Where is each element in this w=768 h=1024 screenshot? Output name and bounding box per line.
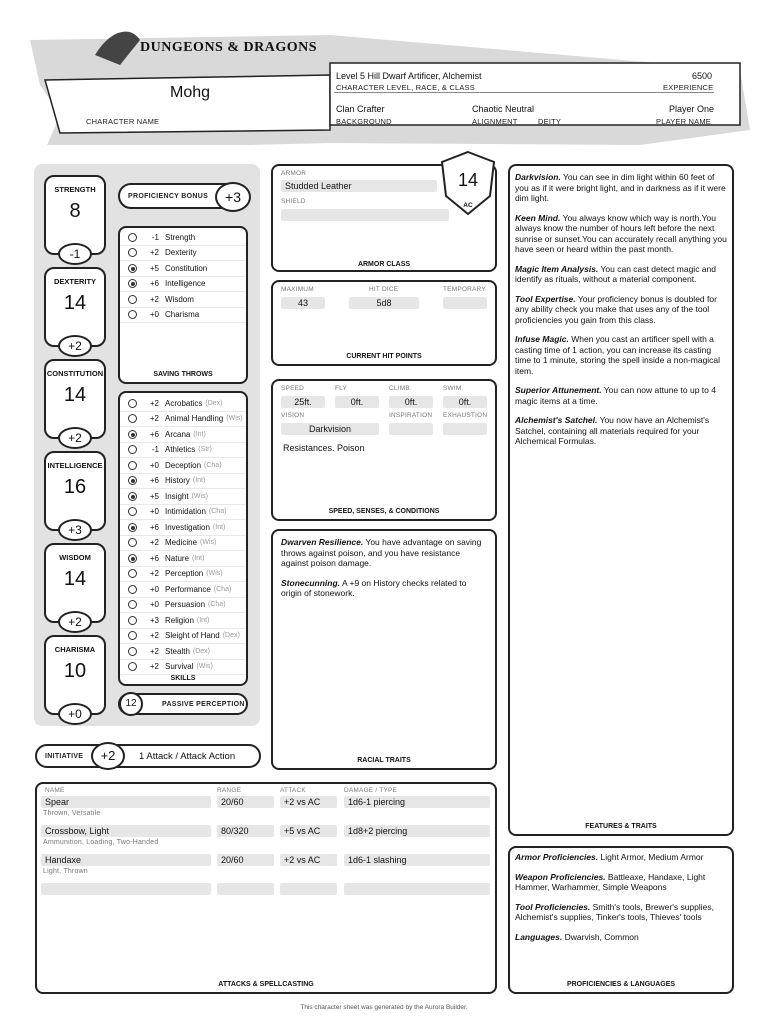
- ac-label: AC: [463, 202, 473, 209]
- armor-class-label: ARMOR CLASS: [357, 261, 411, 268]
- proficiency-value[interactable]: +3: [215, 182, 251, 212]
- background-label: BACKGROUND: [336, 117, 392, 126]
- trait-description: You can see in dim light within 60 feet of you as if it were bright light, and in darkness as if it were dim light.: [515, 172, 726, 203]
- proficiency-circle-icon[interactable]: [128, 600, 137, 609]
- hp-max-label: MAXIMUM: [281, 286, 314, 293]
- ability-name: WISDOM: [59, 553, 91, 562]
- ability-modifier[interactable]: +2: [58, 611, 92, 633]
- skill-ability: (Dex): [192, 647, 211, 655]
- skill-value: +2: [149, 538, 159, 548]
- attack-empty-attack[interactable]: [280, 883, 337, 895]
- saving-throw-row[interactable]: [120, 261, 246, 277]
- skill-ability: (Cha): [204, 461, 222, 469]
- skill-ability: (Dex): [222, 632, 240, 640]
- trait-title: Alchemist's Satchel.: [515, 415, 598, 425]
- skill-value: +2: [149, 646, 159, 656]
- ability-name: STRENGTH: [54, 185, 96, 194]
- skill-ability: (Int): [212, 523, 226, 531]
- swim-value[interactable]: 0ft.: [443, 396, 487, 408]
- inspiration-label: INSPIRATION: [389, 412, 433, 419]
- skill-name: Insight: [165, 491, 189, 501]
- attack-empty-name[interactable]: [41, 883, 211, 895]
- passive-value[interactable]: 12: [119, 692, 143, 716]
- attacks-box: [35, 782, 497, 994]
- skill-name: Investigation: [165, 522, 210, 532]
- passive-label: PASSIVE PERCEPTION: [162, 701, 245, 708]
- skill-value: +2: [149, 398, 159, 408]
- inspiration-value[interactable]: [389, 423, 433, 435]
- skill-value: +6: [149, 476, 159, 486]
- proficiency-circle-icon[interactable]: [128, 662, 137, 671]
- alignment-label: ALIGNMENT: [472, 117, 518, 126]
- level-race-class[interactable]: Level 5 Hill Dwarf Artificer, Alchemist: [336, 71, 482, 81]
- proficiency-circle-icon[interactable]: [128, 507, 137, 516]
- proficiency-circle-icon[interactable]: [128, 279, 137, 288]
- saving-throw-row[interactable]: [120, 292, 246, 308]
- skill-row[interactable]: [120, 520, 246, 536]
- hp-max[interactable]: 43: [281, 297, 325, 309]
- shield-field[interactable]: [281, 209, 449, 221]
- trait-entry: [515, 872, 727, 893]
- attack-damage[interactable]: 1d8+2 piercing: [344, 825, 490, 837]
- proficiency-circle-icon[interactable]: [128, 492, 137, 501]
- ability-score[interactable]: 16: [63, 476, 87, 498]
- skill-row[interactable]: [120, 427, 246, 443]
- armor-field[interactable]: Studded Leather: [281, 180, 437, 192]
- trait-description: Your proficiency bonus is doubled for any ability check you make that uses any of the tool proficiencies you gain from this class.: [515, 293, 717, 325]
- proficiency-circle-icon[interactable]: [128, 647, 137, 656]
- save-name: Strength: [165, 232, 196, 242]
- skill-row[interactable]: [120, 567, 246, 583]
- player-name-label: PLAYER NAME: [656, 117, 711, 126]
- save-value: +6: [149, 279, 159, 289]
- trait-description: Smith's tools, Brewer's supplies, Alchemist's supplies, Tinker's tools, Thieves' tools: [515, 901, 714, 922]
- ability-modifier[interactable]: -1: [58, 243, 92, 265]
- trait-description: You can cast detect magic and identify as rituals, without a material component.: [515, 263, 716, 284]
- trait-title: Stonecunning.: [281, 577, 341, 588]
- trait-entry: [281, 537, 487, 569]
- armor-label: ARMOR: [281, 170, 307, 177]
- alignment[interactable]: Chaotic Neutral: [472, 104, 535, 114]
- skill-ability: (Wis): [200, 539, 217, 547]
- proficiency-circle-icon[interactable]: [128, 523, 137, 532]
- skill-ability: (Int): [192, 477, 206, 485]
- proficiency-circle-icon[interactable]: [128, 248, 137, 257]
- proficiency-circle-icon[interactable]: [128, 295, 137, 304]
- attacks-name-header: NAME: [45, 787, 65, 794]
- skill-value: +3: [149, 615, 159, 625]
- skill-name: Athletics: [165, 445, 196, 455]
- trait-entry: [281, 578, 487, 599]
- trait-title: Tool Expertise.: [515, 293, 576, 304]
- climb-value[interactable]: 0ft.: [389, 396, 433, 408]
- proficiency-circle-icon[interactable]: [128, 476, 137, 485]
- saving-throws-box: [118, 226, 248, 384]
- trait-title: Darkvision.: [515, 172, 561, 182]
- skill-value: +2: [149, 631, 159, 641]
- trait-description: You can now attune to up to 4 magic items at a time.: [515, 385, 716, 406]
- proficiency-circle-icon[interactable]: [128, 569, 137, 578]
- proficiency-circle-icon[interactable]: [128, 430, 137, 439]
- save-name: Wisdom: [165, 294, 194, 304]
- trait-entry: [515, 264, 727, 285]
- attack-range[interactable]: 20/60: [217, 854, 274, 866]
- skill-value: +5: [149, 491, 159, 501]
- ability-score[interactable]: 10: [63, 660, 87, 682]
- skill-ability: (Str): [198, 446, 212, 454]
- speed-box: [271, 379, 497, 521]
- attacks-per-action: 1 Attack / Attack Action: [139, 751, 236, 762]
- save-value: +2: [149, 294, 159, 304]
- player-name[interactable]: Player One: [669, 104, 715, 114]
- saving-throws-label: SAVING THROWS: [153, 371, 213, 378]
- trait-description: You always know which way is north.You always know the number of hours left before the next sunrise or sunset.You can accurately recall anything you have seen or heard within the past month.: [515, 212, 727, 254]
- swim-label: SWIM: [443, 385, 462, 392]
- attack-name[interactable]: Spear: [41, 796, 211, 808]
- ability-modifier[interactable]: +2: [58, 335, 92, 357]
- skills-label: SKILLS: [170, 675, 196, 682]
- skill-name: History: [165, 476, 190, 486]
- skill-name: Nature: [165, 553, 190, 563]
- trait-title: Magic Item Analysis.: [515, 263, 599, 274]
- character-name-label: CHARACTER NAME: [86, 117, 160, 126]
- attacks-label: ATTACKS & SPELLCASTING: [218, 981, 314, 988]
- trait-entry: [515, 334, 727, 376]
- skill-row[interactable]: [120, 582, 246, 598]
- hit-points-box: [271, 280, 497, 366]
- ability-score[interactable]: 14: [63, 384, 87, 406]
- attacks-attack-header: ATTACK: [280, 787, 306, 794]
- attack-range[interactable]: 80/320: [217, 825, 274, 837]
- ability-wisdom: [44, 543, 106, 629]
- proficiency-circle-icon[interactable]: [128, 538, 137, 547]
- skill-name: Persuasion: [165, 600, 206, 610]
- deity-label: DEITY: [538, 117, 562, 126]
- skill-row[interactable]: [120, 474, 246, 490]
- attack-properties: Light, Thrown: [43, 868, 88, 875]
- ability-modifier[interactable]: +2: [58, 427, 92, 449]
- proficiency-circle-icon[interactable]: [128, 310, 137, 319]
- saving-throw-row[interactable]: [120, 308, 246, 324]
- logo: DUNGEONS & DRAGONS: [140, 40, 318, 55]
- attack-empty-damage[interactable]: [344, 883, 490, 895]
- trait-description: When you cast an artificer spell with a casting time of 1 action, you can increase its casting time to 1 minute, storing the spell inside a non-magical item.: [515, 334, 721, 376]
- skill-value: +0: [149, 507, 159, 517]
- proficiency-circle-icon[interactable]: [128, 414, 137, 423]
- footer-note: This character sheet was generated by the Aurora Builder.: [300, 1004, 468, 1011]
- ability-score[interactable]: 8: [69, 200, 81, 222]
- skill-value: +0: [149, 460, 159, 470]
- skill-row[interactable]: [120, 551, 246, 567]
- attack-name[interactable]: Crossbow, Light: [41, 825, 211, 837]
- attack-empty-range[interactable]: [217, 883, 274, 895]
- skill-value: +2: [149, 414, 159, 424]
- skill-row[interactable]: [120, 489, 246, 505]
- skill-row[interactable]: [120, 505, 246, 521]
- hp-temp-label: TEMPORARY: [443, 286, 486, 293]
- fly-value[interactable]: 0ft.: [335, 396, 379, 408]
- trait-entry: [515, 932, 727, 943]
- ability-score[interactable]: 14: [63, 292, 87, 314]
- hp-label: CURRENT HIT POINTS: [346, 353, 422, 360]
- skill-row[interactable]: [120, 536, 246, 552]
- saving-throw-row[interactable]: [120, 246, 246, 262]
- skill-row[interactable]: [120, 629, 246, 645]
- skill-name: Perception: [165, 569, 204, 579]
- vision-value[interactable]: Darkvision: [281, 423, 379, 435]
- skill-name: Deception: [165, 460, 202, 470]
- ability-modifier[interactable]: +3: [58, 519, 92, 541]
- ability-modifier[interactable]: +0: [58, 703, 92, 725]
- racial-traits-label: RACIAL TRAITS: [357, 757, 411, 764]
- ability-strength: [44, 175, 106, 261]
- proficiencies-label: PROFICIENCIES & LANGUAGES: [566, 981, 676, 988]
- hit-dice-label: HIT DICE: [369, 286, 399, 293]
- experience[interactable]: 6500: [692, 71, 713, 81]
- trait-entry: [515, 294, 727, 326]
- climb-label: CLIMB: [389, 385, 410, 392]
- skill-name: Religion: [165, 615, 194, 625]
- trait-entry: [515, 415, 727, 447]
- proficiency-label: PROFICIENCY BONUS: [128, 193, 209, 200]
- attack-damage[interactable]: 1d6-1 piercing: [344, 796, 490, 808]
- saving-throw-row[interactable]: [120, 230, 246, 246]
- ac-value[interactable]: 14: [457, 170, 479, 190]
- ability-name: DEXTERITY: [53, 277, 97, 286]
- proficiency-circle-icon[interactable]: [128, 445, 137, 454]
- save-name: Intelligence: [165, 279, 206, 289]
- skill-value: +2: [149, 569, 159, 579]
- skill-value: +2: [149, 662, 159, 672]
- trait-entry: [515, 213, 727, 255]
- save-value: +0: [149, 310, 159, 320]
- skill-ability: (Wis): [206, 570, 223, 578]
- attack-damage[interactable]: 1d6-1 slashing: [344, 854, 490, 866]
- initiative-label: INITIATIVE: [45, 753, 84, 760]
- trait-entry: [515, 172, 727, 204]
- experience-label: EXPERIENCE: [663, 83, 714, 92]
- ability-name: CHARISMA: [54, 645, 96, 654]
- shield-label: SHIELD: [281, 198, 306, 205]
- proficiency-circle-icon[interactable]: [128, 631, 137, 640]
- exhaustion-label: EXHAUSTION: [443, 412, 488, 419]
- trait-description: Light Armor, Medium Armor: [600, 852, 704, 862]
- skill-row[interactable]: [120, 598, 246, 614]
- attack-bonus[interactable]: +5 vs AC: [280, 825, 337, 837]
- initiative-box: [35, 744, 261, 768]
- skill-row[interactable]: [120, 660, 246, 676]
- skill-value: +0: [149, 600, 159, 610]
- speed-label: SPEED: [281, 385, 305, 392]
- exhaustion-value[interactable]: [443, 423, 487, 435]
- hit-dice[interactable]: 5d8: [349, 297, 419, 309]
- skill-ability: (Dex): [205, 399, 223, 407]
- skill-ability: (Wis): [191, 492, 208, 500]
- proficiency-circle-icon[interactable]: [128, 399, 137, 408]
- attack-properties: Ammunition, Loading, Two-Handed: [43, 839, 159, 846]
- saving-throw-row[interactable]: [120, 277, 246, 293]
- ability-constitution: [44, 359, 106, 445]
- skill-row[interactable]: [120, 644, 246, 660]
- background[interactable]: Clan Crafter: [336, 104, 385, 114]
- skills-box: [118, 391, 248, 686]
- ability-name: CONSTITUTION: [46, 369, 104, 378]
- attack-range[interactable]: 20/60: [217, 796, 274, 808]
- trait-title: Dwarven Resilience.: [281, 537, 364, 547]
- trait-description: A +9 on History checks related to origin of stonework.: [281, 577, 467, 598]
- skill-ability: (Cha): [208, 508, 227, 516]
- skill-name: Arcana: [165, 429, 191, 439]
- level-label: CHARACTER LEVEL, RACE, & CLASS: [336, 83, 475, 92]
- skill-ability: (Int): [192, 554, 205, 562]
- skill-row[interactable]: [120, 613, 246, 629]
- skill-value: +6: [149, 522, 159, 532]
- ability-charisma: [44, 635, 106, 721]
- ability-dexterity: [44, 267, 106, 353]
- fly-label: FLY: [335, 385, 348, 392]
- skill-value: +6: [149, 553, 159, 563]
- trait-title: Keen Mind.: [515, 212, 561, 223]
- proficiencies-box: [508, 846, 734, 994]
- trait-title: Languages.: [515, 931, 563, 942]
- trait-title: Armor Proficiencies.: [515, 852, 599, 862]
- ability-score[interactable]: 14: [63, 568, 87, 590]
- proficiency-circle-icon[interactable]: [128, 461, 137, 470]
- initiative-value[interactable]: +2: [91, 742, 125, 770]
- proficiency-circle-icon[interactable]: [128, 616, 137, 625]
- skill-ability: (Wis): [226, 415, 243, 423]
- proficiency-circle-icon[interactable]: [128, 585, 137, 594]
- skill-row[interactable]: [120, 412, 246, 428]
- speed-value[interactable]: 25ft.: [281, 396, 325, 408]
- skill-ability: (Cha): [208, 601, 226, 609]
- features-label: FEATURES & TRAITS: [585, 823, 657, 830]
- speed-label-section: SPEED, SENSES, & CONDITIONS: [328, 508, 440, 515]
- proficiency-circle-icon[interactable]: [128, 233, 137, 242]
- skill-row[interactable]: [120, 458, 246, 474]
- trait-title: Infuse Magic.: [515, 334, 569, 344]
- racial-traits-box: [271, 529, 497, 770]
- save-name: Constitution: [165, 263, 208, 273]
- skill-ability: (Int): [196, 616, 210, 624]
- trait-description: Battleaxe, Handaxe, Light Hammer, Warhammer, Simple Weapons: [515, 871, 706, 892]
- trait-entry: [515, 902, 727, 923]
- save-name: Charisma: [165, 310, 200, 320]
- proficiency-circle-icon[interactable]: [128, 264, 137, 273]
- ability-name: INTELLIGENCE: [47, 461, 103, 470]
- attack-bonus[interactable]: +2 vs AC: [280, 854, 337, 866]
- save-value: +5: [149, 263, 159, 273]
- save-value: +2: [149, 248, 159, 258]
- skill-value: +6: [149, 429, 159, 439]
- save-value: -1: [151, 232, 159, 242]
- trait-title: Superior Attunement.: [515, 385, 602, 395]
- skill-name: Sleight of Hand: [165, 631, 220, 641]
- attack-bonus[interactable]: +2 vs AC: [280, 796, 337, 808]
- save-name: Dexterity: [165, 248, 197, 258]
- skill-row[interactable]: [120, 396, 246, 412]
- trait-description: You have advantage on saving throws against poison, and you have resistance against poison damage.: [281, 537, 482, 568]
- trait-entry: [515, 385, 727, 406]
- conditions: Resistances. Poison: [283, 443, 365, 453]
- skill-name: Survival: [165, 662, 194, 672]
- trait-title: Weapon Proficiencies.: [515, 871, 606, 882]
- skill-row[interactable]: [120, 443, 246, 459]
- skill-name: Acrobatics: [165, 398, 203, 408]
- features-box: [508, 164, 734, 836]
- skill-ability: (Cha): [213, 585, 232, 593]
- attacks-range-header: RANGE: [217, 787, 242, 794]
- attack-name[interactable]: Handaxe: [41, 854, 211, 866]
- trait-description: You now have an Alchemist's Satchel, containing all materials required for your Alchemical Formulas.: [515, 415, 710, 446]
- skill-value: +0: [149, 584, 159, 594]
- attacks-damage-header: DAMAGE / TYPE: [344, 787, 398, 794]
- ability-intelligence: [44, 451, 106, 537]
- attack-properties: Thrown, Versatile: [43, 810, 101, 817]
- vision-label: VISION: [281, 412, 305, 419]
- skill-name: Performance: [165, 584, 211, 594]
- skill-ability: (Wis): [196, 663, 213, 671]
- skill-ability: (Int): [193, 430, 206, 438]
- skill-name: Medicine: [165, 538, 198, 548]
- character-name[interactable]: Mohg: [170, 84, 211, 101]
- trait-entry: [515, 852, 727, 863]
- proficiency-circle-icon[interactable]: [128, 554, 137, 563]
- hp-temp[interactable]: [443, 297, 487, 309]
- trait-description: Dwarvish, Common: [564, 931, 639, 942]
- divider: [334, 92, 714, 93]
- skill-name: Animal Handling: [165, 414, 224, 424]
- trait-title: Tool Proficiencies.: [515, 901, 591, 912]
- skill-name: Intimidation: [165, 507, 206, 517]
- skill-value: -1: [151, 445, 159, 455]
- skill-name: Stealth: [165, 646, 190, 656]
